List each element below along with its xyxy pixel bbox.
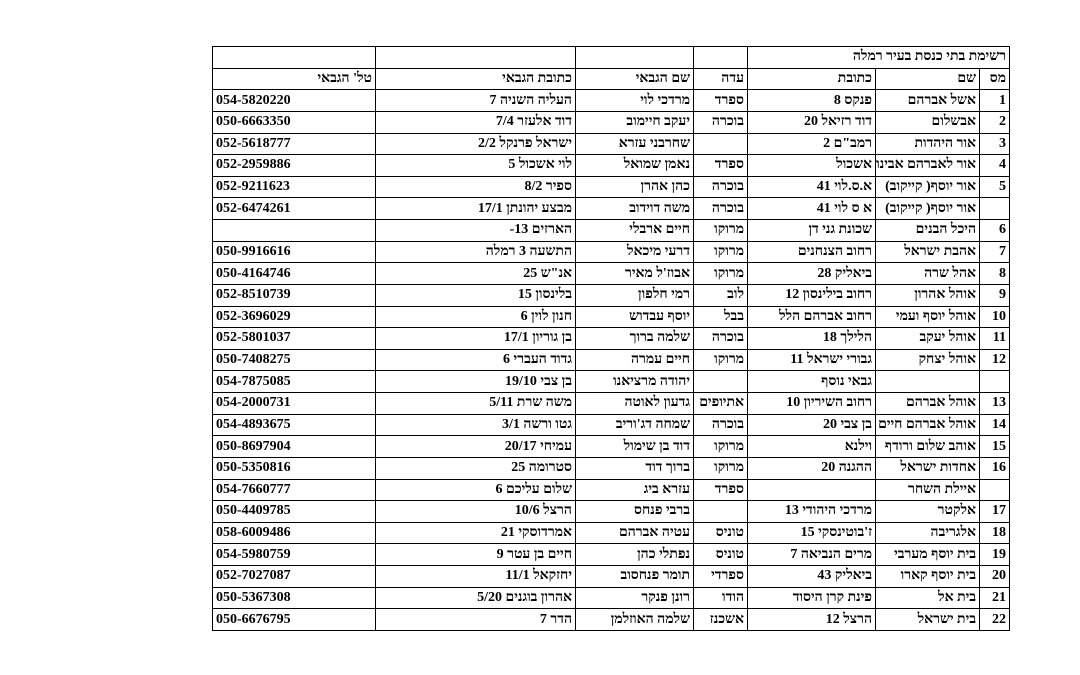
cell-number: 16: [980, 457, 1010, 479]
cell-synagogue-name: אלגריבה: [876, 522, 980, 544]
cell-community: בוכרה: [694, 176, 748, 198]
cell-gabbai-address: לוי אשכול 5: [376, 155, 576, 177]
header-name: שם: [876, 68, 980, 90]
header-address: כתובת: [748, 68, 876, 90]
table-row: [213, 479, 1010, 501]
table-row: [213, 371, 1010, 393]
cell-number: 19: [980, 544, 1010, 566]
cell-community: מרוקו: [694, 436, 748, 458]
cell-gabbai-name: כהן אהרן: [576, 176, 694, 198]
cell-gabbai-name: מרדכי לוי: [576, 90, 694, 112]
cell-address: מרדכי היהודי 13: [748, 501, 876, 523]
cell-gabbai-address: התשעה 3 רמלה: [376, 241, 576, 263]
cell-community: בוכרה: [694, 111, 748, 133]
cell-community: בוכרה: [694, 328, 748, 350]
cell-gabbai-address: הרצל 10/6: [376, 501, 576, 523]
header-number: מס: [980, 68, 1010, 90]
cell-number: 21: [980, 587, 1010, 609]
cell-address: גבאי נוסף: [748, 371, 876, 393]
table-row: [213, 176, 1010, 198]
cell-gabbai-phone: 054-7660777: [213, 479, 376, 501]
cell-gabbai-address: חנון לוין 6: [376, 306, 576, 328]
cell-number: 1: [980, 90, 1010, 112]
cell-gabbai-phone: 050-9916616: [213, 241, 376, 263]
cell-gabbai-address: משה שרת 5/11: [376, 393, 576, 415]
cell-gabbai-phone: 054-4893675: [213, 414, 376, 436]
cell-address: ביאליק 28: [748, 263, 876, 285]
table-row: [213, 587, 1010, 609]
table-row: [213, 155, 1010, 177]
cell-address: שכונת גני דן: [748, 220, 876, 242]
cell-address: גבורי ישראל 11: [748, 349, 876, 371]
table-row: [213, 90, 1010, 112]
table-row: [213, 414, 1010, 436]
cell-address: א.ס.לוי 41: [748, 176, 876, 198]
cell-number: 13: [980, 393, 1010, 415]
cell-gabbai-phone: 052-6474261: [213, 198, 376, 220]
table-row: [213, 306, 1010, 328]
cell-number: 12: [980, 349, 1010, 371]
table-row: [213, 501, 1010, 523]
cell-community: מרוקו: [694, 241, 748, 263]
title-blank-cell: [213, 47, 376, 69]
cell-gabbai-address: גטו ורשה 3/1: [376, 414, 576, 436]
cell-gabbai-name: רונן פנקר: [576, 587, 694, 609]
cell-number: 10: [980, 306, 1010, 328]
cell-gabbai-name: דוד בן שימול: [576, 436, 694, 458]
cell-address: רחוב הצנחנים: [748, 241, 876, 263]
cell-gabbai-name: רמי חלפון: [576, 284, 694, 306]
cell-number: 3: [980, 133, 1010, 155]
cell-gabbai-address: יחזקאל 11/1: [376, 566, 576, 588]
cell-community: אתיופים: [694, 393, 748, 415]
cell-gabbai-name: יהודה מרציאנו: [576, 371, 694, 393]
cell-gabbai-name: חיים ארבלי: [576, 220, 694, 242]
cell-gabbai-address: אנ"ש 25: [376, 263, 576, 285]
cell-address: רחוב אברהם הלל: [748, 306, 876, 328]
cell-gabbai-address: הדר 7: [376, 609, 576, 631]
cell-number: 5: [980, 176, 1010, 198]
cell-synagogue-name: אוהל אברהם: [876, 393, 980, 415]
table-row: [213, 566, 1010, 588]
cell-community: [694, 501, 748, 523]
cell-synagogue-name: היכל הבנים: [876, 220, 980, 242]
table-row: [213, 609, 1010, 631]
cell-community: מרוקו: [694, 349, 748, 371]
cell-gabbai-phone: 050-5367308: [213, 587, 376, 609]
cell-gabbai-name: חיים עמרה: [576, 349, 694, 371]
cell-gabbai-phone: 052-5618777: [213, 133, 376, 155]
table-row: [213, 544, 1010, 566]
header-gabbai-address: כתובת הגבאי: [376, 68, 576, 90]
cell-synagogue-name: אור היהדות: [876, 133, 980, 155]
cell-gabbai-phone: 050-6676795: [213, 609, 376, 631]
table-row: [213, 220, 1010, 242]
cell-community: מרוקו: [694, 263, 748, 285]
cell-synagogue-name: אור יוסף( קייקוב): [876, 198, 980, 220]
cell-community: ספרד: [694, 90, 748, 112]
cell-number: 18: [980, 522, 1010, 544]
cell-number: 20: [980, 566, 1010, 588]
cell-gabbai-name: ברוך דוד: [576, 457, 694, 479]
cell-gabbai-name: יוסף עבדוש: [576, 306, 694, 328]
cell-gabbai-address: אהרון בוגנים 5/20: [376, 587, 576, 609]
cell-synagogue-name: בית יוסף קארו: [876, 566, 980, 588]
cell-synagogue-name: אחדות ישראל: [876, 457, 980, 479]
cell-gabbai-phone: 052-3696029: [213, 306, 376, 328]
cell-community: מרוקו: [694, 457, 748, 479]
cell-gabbai-name: עזרא ביג: [576, 479, 694, 501]
cell-gabbai-phone: 052-5801037: [213, 328, 376, 350]
cell-gabbai-phone: 050-5350816: [213, 457, 376, 479]
cell-gabbai-address: בלינסון 15: [376, 284, 576, 306]
cell-number: 9: [980, 284, 1010, 306]
cell-number: 8: [980, 263, 1010, 285]
cell-community: בוכרה: [694, 198, 748, 220]
cell-gabbai-name: שלמה ברוך: [576, 328, 694, 350]
title-blank-cell: [694, 47, 748, 69]
header-row: [213, 68, 1010, 90]
cell-number: 17: [980, 501, 1010, 523]
cell-address: ביאליק 43: [748, 566, 876, 588]
cell-synagogue-name: אוהל יוסף ועמי: [876, 306, 980, 328]
cell-gabbai-name: ברבי פנחס: [576, 501, 694, 523]
cell-synagogue-name: אור יוסף( קייקוב): [876, 176, 980, 198]
table-row: [213, 111, 1010, 133]
cell-community: [694, 371, 748, 393]
cell-gabbai-address: בן צבי 19/10: [376, 371, 576, 393]
cell-address: דוד רזיאל 20: [748, 111, 876, 133]
cell-community: הודו: [694, 587, 748, 609]
table-row: [213, 436, 1010, 458]
cell-community: טוניס: [694, 522, 748, 544]
cell-gabbai-name: עטיה אברהם: [576, 522, 694, 544]
table-row: [213, 241, 1010, 263]
cell-gabbai-name: משה דוידוב: [576, 198, 694, 220]
table-row: [213, 263, 1010, 285]
cell-synagogue-name: אבשלום: [876, 111, 980, 133]
cell-community: בבל: [694, 306, 748, 328]
cell-gabbai-address: דוד אלעזר 7/4: [376, 111, 576, 133]
cell-gabbai-address: סטרומה 25: [376, 457, 576, 479]
cell-gabbai-phone: 050-4164746: [213, 263, 376, 285]
cell-community: בוכרה: [694, 414, 748, 436]
cell-synagogue-name: בית אל: [876, 587, 980, 609]
cell-gabbai-name: נאמן שמואל: [576, 155, 694, 177]
table-row: [213, 198, 1010, 220]
cell-number: 15: [980, 436, 1010, 458]
cell-synagogue-name: [876, 371, 980, 393]
table-row: [213, 393, 1010, 415]
cell-number: 2: [980, 111, 1010, 133]
cell-gabbai-address: מבצע יהונתן 17/1: [376, 198, 576, 220]
cell-gabbai-address: ישראל פרנקל 2/2: [376, 133, 576, 155]
cell-gabbai-phone: 052-7027087: [213, 566, 376, 588]
cell-gabbai-address: ספיר 8/2: [376, 176, 576, 198]
cell-synagogue-name: אהבת ישראל: [876, 241, 980, 263]
cell-number: [980, 479, 1010, 501]
title-blank-cell: [376, 47, 576, 69]
cell-gabbai-address: בן גוריון 17/1: [376, 328, 576, 350]
header-gabbai-name: שם הגבאי: [576, 68, 694, 90]
cell-address: אשכול: [748, 155, 876, 177]
cell-number: 4: [980, 155, 1010, 177]
table-row: [213, 284, 1010, 306]
cell-number: [980, 198, 1010, 220]
cell-community: אשכנז: [694, 609, 748, 631]
cell-synagogue-name: אוהל אברהם חיים: [876, 414, 980, 436]
cell-address: פנקס 8: [748, 90, 876, 112]
table-title: רשימת בתי כנסת בעיר רמלה: [748, 47, 1010, 69]
cell-gabbai-phone: 050-4409785: [213, 501, 376, 523]
cell-number: [980, 371, 1010, 393]
cell-gabbai-phone: 052-9211623: [213, 176, 376, 198]
cell-address: מרים הנביאה 7: [748, 544, 876, 566]
cell-synagogue-name: אוהל יצחק: [876, 349, 980, 371]
table-row: [213, 133, 1010, 155]
cell-address: א ס לוי 41: [748, 198, 876, 220]
cell-synagogue-name: אלקטר: [876, 501, 980, 523]
cell-gabbai-address: העליה השניה 7: [376, 90, 576, 112]
cell-number: 6: [980, 220, 1010, 242]
cell-gabbai-address: עמיחי 20/17: [376, 436, 576, 458]
cell-address: וילנא: [748, 436, 876, 458]
title-row: [213, 47, 1010, 69]
cell-gabbai-address: גדוד העברי 6: [376, 349, 576, 371]
table-row: [213, 328, 1010, 350]
header-gabbai-phone: טל' הגבאי: [213, 68, 376, 90]
cell-gabbai-phone: 050-6663350: [213, 111, 376, 133]
cell-synagogue-name: אור לאברהם אבינו: [876, 155, 980, 177]
cell-community: ספרדי: [694, 566, 748, 588]
cell-community: [694, 133, 748, 155]
cell-gabbai-phone: 058-6009486: [213, 522, 376, 544]
cell-address: רמב"ם 2: [748, 133, 876, 155]
cell-synagogue-name: בית ישראל: [876, 609, 980, 631]
cell-gabbai-name: דרעי מיכאל: [576, 241, 694, 263]
cell-synagogue-name: אוהל יעקב: [876, 328, 980, 350]
cell-gabbai-name: אבוז'ל מאיר: [576, 263, 694, 285]
cell-synagogue-name: איילת השחר: [876, 479, 980, 501]
cell-gabbai-phone: 050-8697904: [213, 436, 376, 458]
cell-community: לוב: [694, 284, 748, 306]
cell-synagogue-name: אוהב שלום ורודף: [876, 436, 980, 458]
cell-gabbai-address: הארזים 13-: [376, 220, 576, 242]
cell-gabbai-phone: 052-2959886: [213, 155, 376, 177]
cell-gabbai-name: שמחה דג'וריב: [576, 414, 694, 436]
cell-gabbai-name: נפתלי כהן: [576, 544, 694, 566]
table-row: [213, 457, 1010, 479]
cell-address: [748, 479, 876, 501]
cell-community: טוניס: [694, 544, 748, 566]
cell-community: מרוקו: [694, 220, 748, 242]
cell-address: בן צבי 20: [748, 414, 876, 436]
cell-address: ז'בוטינסקי 15: [748, 522, 876, 544]
cell-gabbai-name: גדעון לאוטה: [576, 393, 694, 415]
cell-address: פינת קרן היסוד: [748, 587, 876, 609]
cell-synagogue-name: אהל שרה: [876, 263, 980, 285]
cell-gabbai-address: שלום עליכם 6: [376, 479, 576, 501]
cell-address: ההגנה 20: [748, 457, 876, 479]
cell-gabbai-phone: 052-8510739: [213, 284, 376, 306]
cell-gabbai-name: שחרבני עזרא: [576, 133, 694, 155]
cell-gabbai-name: יעקב חיימוב: [576, 111, 694, 133]
cell-gabbai-phone: 054-2000731: [213, 393, 376, 415]
cell-synagogue-name: אשל אברהם: [876, 90, 980, 112]
cell-gabbai-name: תומר פנחסוב: [576, 566, 694, 588]
cell-address: רחוב בילינסון 12: [748, 284, 876, 306]
cell-number: 7: [980, 241, 1010, 263]
header-community: עדה: [694, 68, 748, 90]
cell-gabbai-address: אמרדוסקי 21: [376, 522, 576, 544]
cell-gabbai-phone: 054-5980759: [213, 544, 376, 566]
cell-community: ספרד: [694, 479, 748, 501]
cell-community: ספרד: [694, 155, 748, 177]
cell-number: 14: [980, 414, 1010, 436]
cell-gabbai-name: שלמה האוזלמן: [576, 609, 694, 631]
cell-gabbai-phone: [213, 220, 376, 242]
cell-number: 22: [980, 609, 1010, 631]
table-row: [213, 349, 1010, 371]
cell-address: הלילך 18: [748, 328, 876, 350]
table-row: [213, 522, 1010, 544]
cell-number: 11: [980, 328, 1010, 350]
cell-synagogue-name: אוהל אהרון: [876, 284, 980, 306]
cell-address: הרצל 12: [748, 609, 876, 631]
cell-synagogue-name: בית יוסף מערבי: [876, 544, 980, 566]
cell-address: רחוב השיריון 10: [748, 393, 876, 415]
title-blank-cell: [576, 47, 694, 69]
synagogue-table: [212, 46, 1010, 631]
cell-gabbai-phone: 054-5820220: [213, 90, 376, 112]
cell-gabbai-address: חיים בן עטר 9: [376, 544, 576, 566]
cell-gabbai-phone: 050-7408275: [213, 349, 376, 371]
cell-gabbai-phone: 054-7875085: [213, 371, 376, 393]
